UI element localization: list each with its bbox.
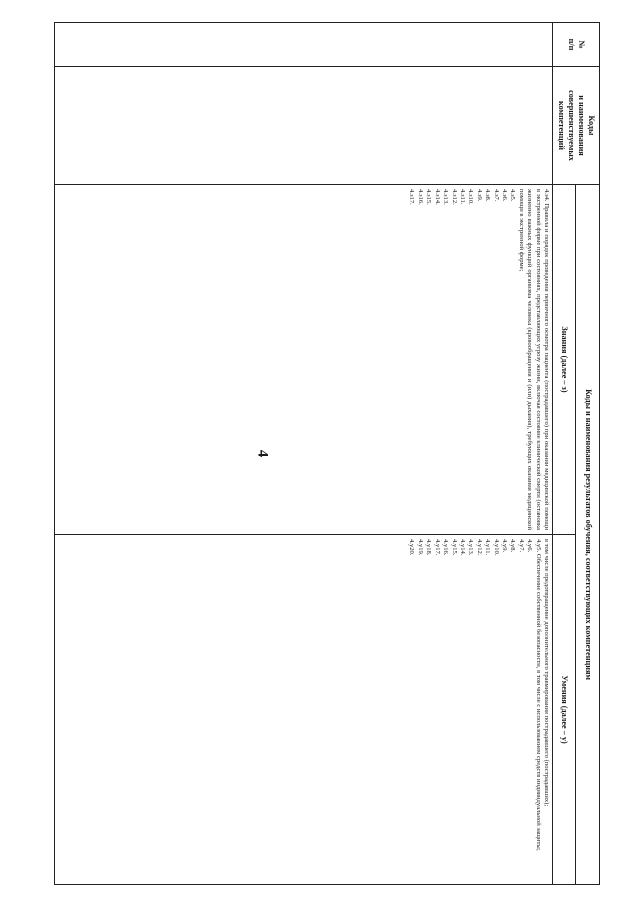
- header-knowledge: Знания (далее – з): [553, 185, 577, 535]
- page-number: 4: [254, 449, 271, 458]
- row-codes-cell: [55, 67, 553, 185]
- header-competency-codes: Коды и наименования совершенствуемых компетенций: [553, 67, 600, 185]
- header-row-number: № п/п: [553, 23, 600, 67]
- header-learning-results: Коды и наименования результатов обучения, соответствующих компетенциям: [576, 185, 600, 885]
- row-number-cell: [55, 23, 553, 67]
- header-skills: Умения (далее – у): [553, 535, 577, 885]
- competency-table-frame: [54, 22, 600, 884]
- skills-cell: в том числе предотвращение дополнительного травмирования пострадавшего (пострадавших); 4.у5. Обеспечение собственной безопасности, в том числе с использованием средств индивидуальной защиты; 4.у6. 4.у7. 4.у8. 4.у9. 4.у10. 4.у11. 4.у12. 4.у13. 4.у14. 4.у15. 4.у16. 4.у17. 4.у18. 4.у19. 4.у20.: [55, 535, 553, 885]
- knowledge-cell: 4.з4. Правила и порядок проведения первичного осмотра пациента (пострадавшего) при оказании медицинской помощи в экстренной форме при состояниях, представляющих угрозу жизни, включая состояние клинической смерти (остановка жизненно важных функций организма человека (кровообращения и (или) дыхания), требующих оказания медицинской помощи в экстренной форме; 4.з5. 4.з6. 4.з7. 4.з8. 4.з9. 4.з10. 4.з11. 4.з12. 4.з13. 4.з14. 4.з15. 4.з16. 4.з17.: [55, 185, 553, 535]
- competency-table: [54, 22, 600, 885]
